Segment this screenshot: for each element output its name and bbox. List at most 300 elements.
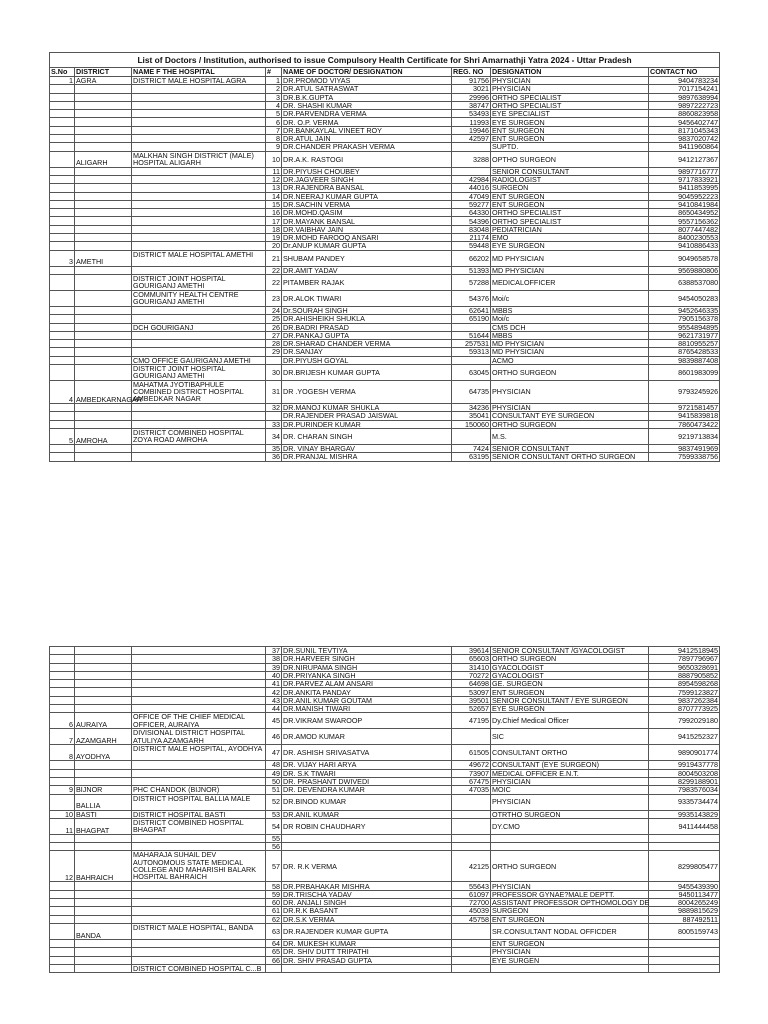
- cell-district: [75, 647, 132, 655]
- cell-designation: PHYSICIAN: [491, 85, 649, 93]
- table-row: [50, 671, 720, 679]
- cell-sno: 4: [50, 381, 75, 404]
- cell-row-number: 57: [266, 851, 282, 882]
- cell-doctor-name: DR.PIYUSH GOYAL: [282, 356, 452, 364]
- cell-doctor-name: DR.RAJENDER PRASAD JAISWAL: [282, 412, 452, 420]
- cell-designation: CONSULTANT EYE SURGEON: [491, 412, 649, 420]
- col-header-number: #: [266, 68, 282, 77]
- cell-reg-no: 61505: [452, 745, 491, 761]
- cell-district: [75, 266, 132, 274]
- col-header-sno: S.No: [50, 68, 75, 77]
- cell-contact-no: 9411960864: [649, 143, 720, 151]
- cell-contact-no: 9650328691: [649, 663, 720, 671]
- cell-district: [75, 101, 132, 109]
- cell-designation: MD PHYSICIAN: [491, 266, 649, 274]
- cell-contact-no: 9219713834: [649, 428, 720, 444]
- cell-district: [75, 843, 132, 851]
- cell-designation: ENT SURGEON: [491, 688, 649, 696]
- cell-reg-no: 31410: [452, 663, 491, 671]
- cell-doctor-name: DR.PRANJAL MISHRA: [282, 453, 452, 461]
- cell-district: [75, 192, 132, 200]
- cell-designation: PHYSICIAN: [491, 381, 649, 404]
- cell-sno: [50, 680, 75, 688]
- cell-row-number: 33: [266, 420, 282, 428]
- cell-sno: [50, 274, 75, 290]
- table-row: [50, 834, 720, 842]
- cell-designation: SENIOR CONSULTANT ORTHO SURGEON: [491, 453, 649, 461]
- cell-sno: 1: [50, 77, 75, 85]
- cell-hospital: [132, 348, 266, 356]
- cell-sno: [50, 110, 75, 118]
- cell-designation: EYE SURGEN: [491, 956, 649, 964]
- cell-contact-no: [649, 834, 720, 842]
- cell-reg-no: 19946: [452, 126, 491, 134]
- cell-designation: GYACOLOGIST: [491, 663, 649, 671]
- cell-contact-no: 9935143829: [649, 810, 720, 818]
- cell-designation: PROFESSOR GYNAE?MALE DEPTT.: [491, 890, 649, 898]
- cell-sno: [50, 420, 75, 428]
- cell-contact-no: 9889815629: [649, 907, 720, 915]
- cell-reg-no: 73907: [452, 769, 491, 777]
- cell-hospital: [132, 110, 266, 118]
- cell-row-number: 35: [266, 444, 282, 452]
- cell-row-number: 14: [266, 192, 282, 200]
- cell-contact-no: 9411853995: [649, 184, 720, 192]
- cell-doctor-name: DR.AHISHEIKH SHUKLA: [282, 315, 452, 323]
- col-header-designation: DESIGNATION: [491, 68, 649, 77]
- cell-hospital: [132, 939, 266, 947]
- cell-row-number: 6: [266, 118, 282, 126]
- cell-doctor-name: DR.MANOJ KUMAR SHUKLA: [282, 404, 452, 412]
- table-row: [50, 381, 720, 404]
- cell-row-number: 31: [266, 381, 282, 404]
- cell-row-number: 23: [266, 290, 282, 306]
- cell-reg-no: 65190: [452, 315, 491, 323]
- cell-doctor-name: DR.BRIJESH KUMAR GUPTA: [282, 365, 452, 381]
- cell-reg-no: [452, 956, 491, 964]
- cell-district: [75, 404, 132, 412]
- cell-sno: [50, 167, 75, 175]
- cell-hospital: [132, 126, 266, 134]
- cell-doctor-name: DR. VIJAY HARI ARYA: [282, 761, 452, 769]
- cell-doctor-name: DR.CHANDER PRAKASH VERMA: [282, 143, 452, 151]
- cell-district: AMETHI: [75, 250, 132, 266]
- cell-hospital: [132, 306, 266, 314]
- cell-sno: [50, 217, 75, 225]
- cell-reg-no: [452, 964, 491, 972]
- cell-designation: GE. SURGEON: [491, 680, 649, 688]
- cell-doctor-name: DR.SUNIL TEVTIYA: [282, 647, 452, 655]
- cell-district: BANDA: [75, 923, 132, 939]
- cell-district: AGRA: [75, 77, 132, 85]
- table-row: [50, 290, 720, 306]
- cell-reg-no: 63045: [452, 365, 491, 381]
- cell-hospital: [132, 761, 266, 769]
- cell-contact-no: 8887905852: [649, 671, 720, 679]
- cell-doctor-name: DR.ANIL KUMAR: [282, 810, 452, 818]
- cell-contact-no: 9897222723: [649, 101, 720, 109]
- cell-doctor-name: DR.ANIL KUMAR GOUTAM: [282, 696, 452, 704]
- cell-designation: ORTHO SURGEON: [491, 851, 649, 882]
- cell-sno: [50, 356, 75, 364]
- table-row: [50, 101, 720, 109]
- cell-contact-no: 9897716777: [649, 167, 720, 175]
- cell-contact-no: [649, 956, 720, 964]
- cell-hospital: [132, 315, 266, 323]
- table-row: [50, 794, 720, 810]
- cell-doctor-name: DR. O.P. VERMA: [282, 118, 452, 126]
- cell-designation: MBBS: [491, 331, 649, 339]
- cell-hospital: [132, 167, 266, 175]
- cell-row-number: 27: [266, 331, 282, 339]
- cell-contact-no: 9455439390: [649, 882, 720, 890]
- cell-hospital: [132, 882, 266, 890]
- cell-reg-no: [452, 948, 491, 956]
- cell-hospital: OFFICE OF THE CHIEF MEDICAL OFFICER, AURAIYA: [132, 713, 266, 729]
- table-row: [50, 77, 720, 85]
- cell-row-number: 5: [266, 110, 282, 118]
- cell-district: [75, 290, 132, 306]
- cell-sno: [50, 834, 75, 842]
- cell-contact-no: 9837491969: [649, 444, 720, 452]
- cell-contact-no: 9410841984: [649, 200, 720, 208]
- cell-sno: [50, 705, 75, 713]
- cell-district: [75, 671, 132, 679]
- cell-designation: SURGEON: [491, 184, 649, 192]
- cell-designation: PHYSICIAN: [491, 77, 649, 85]
- cell-reg-no: 42125: [452, 851, 491, 882]
- cell-doctor-name: [282, 834, 452, 842]
- cell-hospital: [132, 200, 266, 208]
- cell-doctor-name: Dr.ANUP KUMAR GUPTA: [282, 242, 452, 250]
- cell-designation: PHYSICIAN: [491, 948, 649, 956]
- cell-doctor-name: Dr.SOURAH SINGH: [282, 306, 452, 314]
- cell-designation: MD PHYSICIAN: [491, 340, 649, 348]
- cell-sno: [50, 956, 75, 964]
- document-title: List of Doctors / Institution, authorised to issue Compulsory Health Certificate for Shri Amarnathji Yatra 2024 - Uttar Pradesh: [50, 53, 720, 68]
- cell-doctor-name: DR.NEERAJ KUMAR GUPTA: [282, 192, 452, 200]
- cell-doctor-name: DR.MANISH TIWARI: [282, 705, 452, 713]
- table-row: [50, 217, 720, 225]
- cell-district: [75, 242, 132, 250]
- cell-sno: [50, 126, 75, 134]
- cell-doctor-name: DR.SACHIN VERMA: [282, 200, 452, 208]
- cell-doctor-name: DR.TRISCHA YADAV: [282, 890, 452, 898]
- cell-sno: [50, 135, 75, 143]
- cell-row-number: [266, 356, 282, 364]
- cell-doctor-name: DR.S.K VERMA: [282, 915, 452, 923]
- cell-row-number: [266, 964, 282, 972]
- cell-reg-no: [452, 794, 491, 810]
- cell-sno: [50, 340, 75, 348]
- cell-reg-no: 59277: [452, 200, 491, 208]
- cell-reg-no: 45039: [452, 907, 491, 915]
- cell-hospital: [132, 217, 266, 225]
- cell-row-number: 61: [266, 907, 282, 915]
- cell-sno: [50, 151, 75, 167]
- cell-row-number: 47: [266, 745, 282, 761]
- cell-contact-no: 9569880806: [649, 266, 720, 274]
- cell-row-number: 26: [266, 323, 282, 331]
- cell-sno: [50, 647, 75, 655]
- cell-reg-no: 59448: [452, 242, 491, 250]
- cell-doctor-name: DR.PRIYANKA SINGH: [282, 671, 452, 679]
- cell-row-number: 54: [266, 818, 282, 834]
- cell-reg-no: 7424: [452, 444, 491, 452]
- cell-doctor-name: DR.VIKRAM SWAROOP: [282, 713, 452, 729]
- cell-row-number: 39: [266, 663, 282, 671]
- cell-reg-no: 64735: [452, 381, 491, 404]
- cell-hospital: [132, 175, 266, 183]
- cell-reg-no: 257531: [452, 340, 491, 348]
- cell-reg-no: 51393: [452, 266, 491, 274]
- cell-sno: [50, 192, 75, 200]
- cell-contact-no: 7599123827: [649, 688, 720, 696]
- cell-sno: [50, 890, 75, 898]
- table-row: [50, 729, 720, 745]
- cell-district: [75, 331, 132, 339]
- cell-row-number: 58: [266, 882, 282, 890]
- table-row: [50, 769, 720, 777]
- cell-designation: [491, 843, 649, 851]
- cell-reg-no: [452, 818, 491, 834]
- cell-row-number: 49: [266, 769, 282, 777]
- cell-contact-no: 9045952223: [649, 192, 720, 200]
- cell-doctor-name: DR.VAIBHAV JAIN: [282, 225, 452, 233]
- cell-row-number: 13: [266, 184, 282, 192]
- table-row: [50, 85, 720, 93]
- cell-designation: M.S.: [491, 428, 649, 444]
- cell-district: BAHRAICH: [75, 851, 132, 882]
- cell-hospital: [132, 118, 266, 126]
- cell-sno: [50, 225, 75, 233]
- cell-district: [75, 444, 132, 452]
- cell-hospital: [132, 671, 266, 679]
- table-row: [50, 340, 720, 348]
- cell-contact-no: 8954598268: [649, 680, 720, 688]
- cell-designation: SR.CONSULTANT NODAL OFFICDER: [491, 923, 649, 939]
- cell-row-number: 1: [266, 77, 282, 85]
- table-row: [50, 175, 720, 183]
- cell-sno: [50, 315, 75, 323]
- cell-hospital: PHC CHANDOK (BIJNOR): [132, 786, 266, 794]
- cell-row-number: 8: [266, 135, 282, 143]
- cell-designation: ENT SURGEON: [491, 939, 649, 947]
- cell-doctor-name: DR.SHARAD CHANDER VERMA: [282, 340, 452, 348]
- table-row: [50, 923, 720, 939]
- cell-district: [75, 834, 132, 842]
- cell-district: [75, 907, 132, 915]
- cell-row-number: 41: [266, 680, 282, 688]
- cell-designation: CMS DCH: [491, 323, 649, 331]
- table-row: [50, 964, 720, 972]
- cell-designation: ORTHO SPECIALIST: [491, 209, 649, 217]
- cell-designation: PHYSICIAN: [491, 882, 649, 890]
- cell-reg-no: 83048: [452, 225, 491, 233]
- cell-hospital: [132, 907, 266, 915]
- cell-contact-no: 9411444458: [649, 818, 720, 834]
- cell-doctor-name: DR.ALOK TIWARI: [282, 290, 452, 306]
- table-row: [50, 184, 720, 192]
- cell-hospital: DISTRICT JOINT HOSPITAL GOURIGANJ AMETHI: [132, 365, 266, 381]
- cell-reg-no: 57288: [452, 274, 491, 290]
- cell-designation: EYE SURGEON: [491, 705, 649, 713]
- cell-hospital: [132, 340, 266, 348]
- cell-sno: [50, 769, 75, 777]
- cell-sno: [50, 412, 75, 420]
- cell-row-number: 24: [266, 306, 282, 314]
- cell-district: AMROHA: [75, 428, 132, 444]
- cell-reg-no: 47195: [452, 713, 491, 729]
- cell-reg-no: 35041: [452, 412, 491, 420]
- cell-row-number: 40: [266, 671, 282, 679]
- cell-hospital: MAHATMA JYOTIBAPHULE COMBINED DISTRICT HOSPITAL AMBEDKAR NAGAR: [132, 381, 266, 404]
- cell-sno: [50, 794, 75, 810]
- cell-sno: 8: [50, 745, 75, 761]
- cell-designation: SIC: [491, 729, 649, 745]
- cell-doctor-name: DR. PRASHANT DWIVEDI: [282, 777, 452, 785]
- cell-sno: [50, 175, 75, 183]
- cell-row-number: 59: [266, 890, 282, 898]
- cell-hospital: [132, 444, 266, 452]
- cell-reg-no: 49672: [452, 761, 491, 769]
- cell-contact-no: 9839887408: [649, 356, 720, 364]
- table-row: [50, 851, 720, 882]
- cell-sno: [50, 907, 75, 915]
- cell-designation: OPTHO SURGEON: [491, 151, 649, 167]
- cell-designation: PHYSICIAN: [491, 404, 649, 412]
- cell-reg-no: [452, 939, 491, 947]
- col-header-contact: CONTACT NO: [649, 68, 720, 77]
- cell-hospital: [132, 93, 266, 101]
- cell-hospital: DCH GOURIGANJ: [132, 323, 266, 331]
- cell-row-number: 28: [266, 340, 282, 348]
- cell-row-number: 45: [266, 713, 282, 729]
- cell-contact-no: 9415839818: [649, 412, 720, 420]
- cell-sno: [50, 655, 75, 663]
- cell-reg-no: 54376: [452, 290, 491, 306]
- cell-contact-no: 7983576034: [649, 786, 720, 794]
- cell-district: [75, 420, 132, 428]
- table-row: [50, 907, 720, 915]
- cell-contact-no: 9049658578: [649, 250, 720, 266]
- cell-doctor-name: DR.PANKAJ GUPTA: [282, 331, 452, 339]
- cell-reg-no: [452, 843, 491, 851]
- cell-reg-no: 67475: [452, 777, 491, 785]
- cell-designation: SENIOR CONSULTANT: [491, 167, 649, 175]
- cell-designation: ORTHO SURGEON: [491, 365, 649, 381]
- cell-sno: [50, 453, 75, 461]
- cell-sno: [50, 365, 75, 381]
- cell-row-number: 18: [266, 225, 282, 233]
- cell-contact-no: [649, 964, 720, 972]
- cell-row-number: 7: [266, 126, 282, 134]
- cell-doctor-name: [282, 964, 452, 972]
- cell-hospital: [132, 663, 266, 671]
- cell-contact-no: 9410886433: [649, 242, 720, 250]
- cell-contact-no: 8005159743: [649, 923, 720, 939]
- cell-contact-no: 8601983099: [649, 365, 720, 381]
- cell-contact-no: 9456402747: [649, 118, 720, 126]
- cell-designation: MD PHYSICIAN: [491, 348, 649, 356]
- cell-row-number: 52: [266, 794, 282, 810]
- cell-doctor-name: DR. CHARAN SINGH: [282, 428, 452, 444]
- cell-row-number: 43: [266, 696, 282, 704]
- cell-row-number: 55: [266, 834, 282, 842]
- cell-doctor-name: DR.MOHD.QASIM: [282, 209, 452, 217]
- cell-reg-no: 72700: [452, 899, 491, 907]
- cell-designation: DY.CMO: [491, 818, 649, 834]
- cell-hospital: [132, 85, 266, 93]
- cell-hospital: DISTRICT HOSPITAL BASTI: [132, 810, 266, 818]
- cell-sno: [50, 915, 75, 923]
- cell-reg-no: 11993: [452, 118, 491, 126]
- cell-designation: ENT SURGEON: [491, 192, 649, 200]
- cell-sno: 3: [50, 250, 75, 266]
- cell-district: [75, 948, 132, 956]
- table-row: [50, 209, 720, 217]
- cell-hospital: DISTRICT MALE HOSPITAL AGRA: [132, 77, 266, 85]
- cell-designation: GYACOLOGIST: [491, 671, 649, 679]
- cell-district: [75, 915, 132, 923]
- cell-doctor-name: PITAMBER RAJAK: [282, 274, 452, 290]
- cell-sno: [50, 404, 75, 412]
- cell-hospital: [132, 225, 266, 233]
- cell-designation: ORTHO SURGEON: [491, 655, 649, 663]
- cell-district: [75, 217, 132, 225]
- cell-designation: EYE SURGEON: [491, 118, 649, 126]
- cell-doctor-name: DR.PRBAHAKAR MISHRA: [282, 882, 452, 890]
- cell-sno: [50, 85, 75, 93]
- cell-district: [75, 200, 132, 208]
- cell-reg-no: 44016: [452, 184, 491, 192]
- cell-reg-no: 39614: [452, 647, 491, 655]
- doctors-table-page-2: [49, 646, 720, 973]
- cell-doctor-name: DR. ANJALI SINGH: [282, 899, 452, 907]
- cell-contact-no: 7905156378: [649, 315, 720, 323]
- cell-reg-no: 63195: [452, 453, 491, 461]
- cell-row-number: 50: [266, 777, 282, 785]
- cell-designation: EMO: [491, 234, 649, 242]
- cell-doctor-name: DR.JAGVEER SINGH: [282, 175, 452, 183]
- cell-hospital: [132, 769, 266, 777]
- cell-doctor-name: DR.PROMOD VIYAS: [282, 77, 452, 85]
- cell-contact-no: 8860823958: [649, 110, 720, 118]
- cell-hospital: DISTRICT COMBINED HOSPITAL BHAGPAT: [132, 818, 266, 834]
- cell-contact-no: 9452646335: [649, 306, 720, 314]
- cell-sno: 7: [50, 729, 75, 745]
- cell-sno: [50, 331, 75, 339]
- cell-designation: PHYSICIAN: [491, 777, 649, 785]
- cell-designation: ORTHO SURGEON: [491, 420, 649, 428]
- table-row: [50, 118, 720, 126]
- cell-designation: SENIOR CONSULTANT: [491, 444, 649, 452]
- cell-doctor-name: [282, 843, 452, 851]
- cell-sno: [50, 143, 75, 151]
- cell-district: [75, 365, 132, 381]
- cell-row-number: 53: [266, 810, 282, 818]
- table-row: [50, 151, 720, 167]
- cell-contact-no: 7599338756: [649, 453, 720, 461]
- table-row: [50, 453, 720, 461]
- cell-sno: 11: [50, 818, 75, 834]
- table-row: [50, 696, 720, 704]
- cell-reg-no: 55643: [452, 882, 491, 890]
- cell-contact-no: 8171045343: [649, 126, 720, 134]
- cell-row-number: 30: [266, 365, 282, 381]
- cell-sno: [50, 200, 75, 208]
- cell-reg-no: 21174: [452, 234, 491, 242]
